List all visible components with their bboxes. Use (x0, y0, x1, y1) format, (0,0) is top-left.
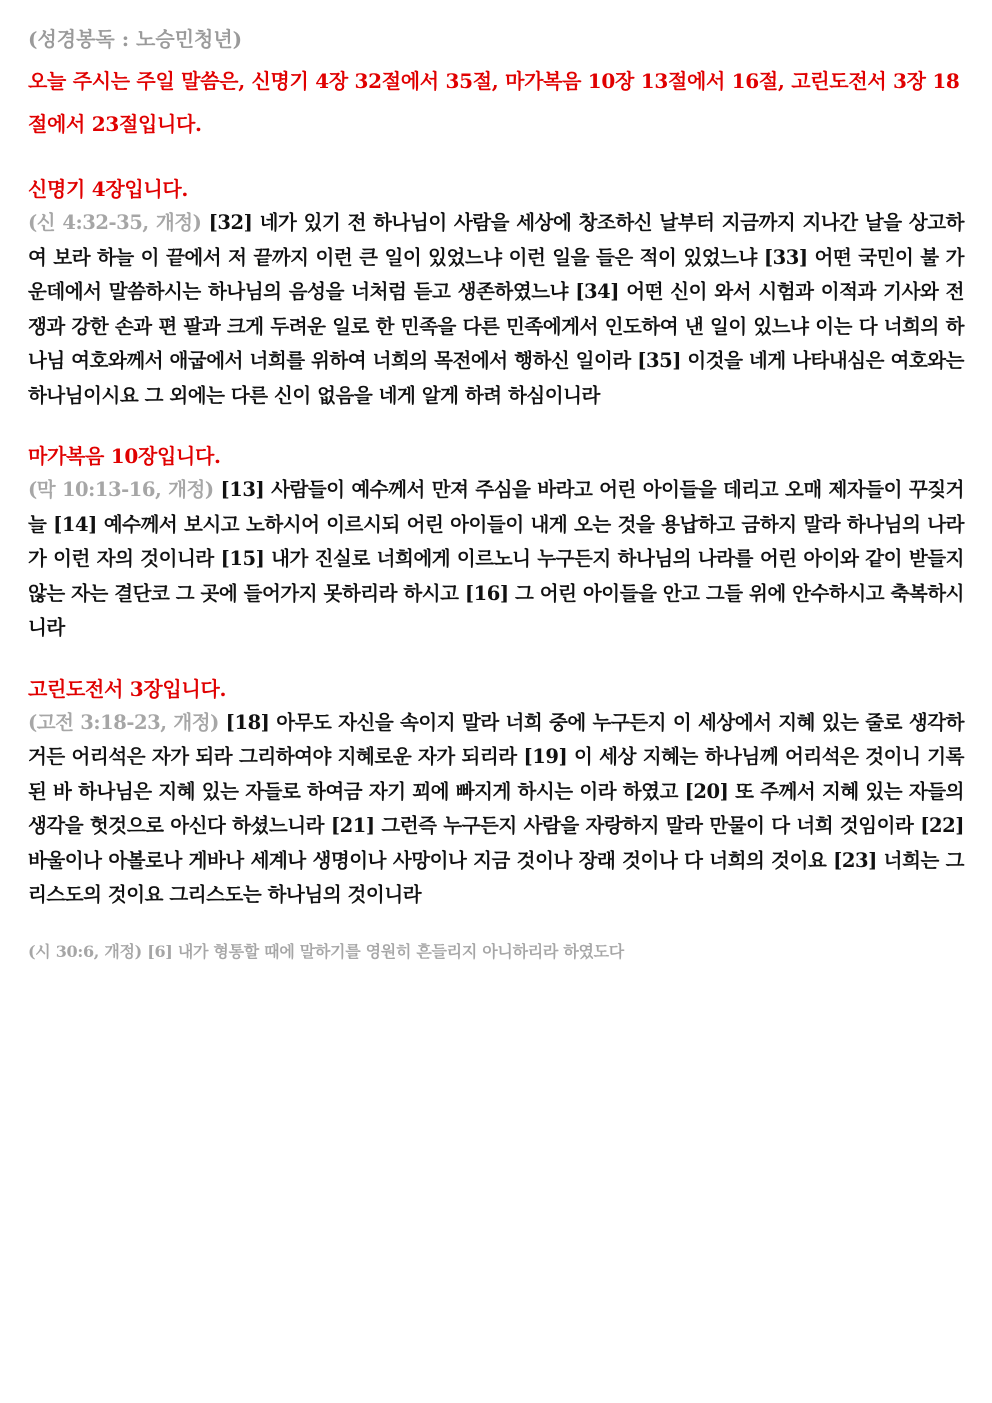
passage-text (28, 206, 964, 413)
section-1-corinthians (28, 672, 964, 913)
bulletin-page (28, 22, 964, 981)
footer-verse: (시 30:6, 개정) [6] 내가 형통할 때에 말하기를 영원히 흔들리지 아니하리라 하였도다 (28, 941, 624, 961)
verse-body: [18] 아무도 자신을 속이지 말라 너희 중에 누구든지 이 세상에서 지혜 있는 줄로 생각하거든 어리석은 자가 되라 그리하여야 지혜로운 자가 되리라 [19] 이 세상 지혜는 하나님께 어리석은 것이니 기록된 바 하나님은 지혜 있는 자들로 하여금 자기 꾀에 빠지게 하시는 이라 하였고 [20] 또 주께서 지혜 있는 자들의 생각을 헛것으로 아신다 하셨느니라 [21] 그런즉 누구든지 사람을 자랑하지 말라 만물이 다 너희 것임이라 [22] 바울이나 아볼로나 게바나 세계나 생명이나 사망이나 지금 것이나 장래 것이나 다 너희의 것이요 [23] 너희는 그리스도의 것이요 그리스도는 하나님의 것이니라 (28, 710, 964, 906)
section-title: 고린도전서 3장입니다. (28, 676, 227, 701)
section-title: 마가복음 10장입니다. (28, 444, 221, 468)
reading-intro: 오늘 주시는 주일 말씀은, 신명기 4장 32절에서 35절, 마가복음 10장 13절에서 16절, 고린도전서 3장 18절에서 23절입니다. (28, 69, 960, 136)
verse-reference: (신 4:32-35, 개정) (28, 211, 202, 234)
section-deuteronomy (28, 172, 964, 413)
section-title: 신명기 4장입니다. (28, 177, 189, 201)
verse-reference: (막 10:13-16, 개정) (28, 478, 214, 501)
reader-line: (성경봉독 : 노승민청년) (28, 27, 243, 51)
verse-body: [13] 사람들이 예수께서 만져 주심을 바라고 어린 아이들을 데리고 오매 제자들이 꾸짖거늘 [14] 예수께서 보시고 노하시어 이르시되 어린 아이들이 내게 오는 것을 용납하고 금하지 말라 하나님의 나라가 이런 자의 것이니라 [15] 내가 진실로 너희에게 이르노니 누구든지 하나님의 나라를 어린 아이와 같이 받들지 않는 자는 결단코 그 곳에 들어가지 못하리라 하시고 [16] 그 어린 아이들을 안고 그들 위에 안수하시고 축복하시니라 (28, 478, 964, 639)
passage-text (28, 473, 964, 646)
verse-body: [32] 네가 있기 전 하나님이 사람을 세상에 창조하신 날부터 지금까지 지나간 날을 상고하여 보라 하늘 이 끝에서 저 끝까지 이런 큰 일이 있었느냐 이런 일을 들은 적이 있었느냐 [33] 어떤 국민이 불 가운데에서 말씀하시는 하나님의 음성을 너처럼 듣고 생존하였느냐 [34] 어떤 신이 와서 시험과 이적과 기사와 전쟁과 강한 손과 편 팔과 크게 두려운 일로 한 민족을 다른 민족에게서 인도하여 낸 일이 있느냐 이는 다 너희의 하나님 여호와께서 애굽에서 너희를 위하여 너희의 목전에서 행하신 일이라 [35] 이것을 네게 나타내심은 여호와는 하나님이시요 그 외에는 다른 신이 없음을 네게 알게 하려 하심이니라 (28, 211, 964, 407)
section-mark (28, 439, 964, 646)
verse-reference: (고전 3:18-23, 개정) (28, 710, 219, 734)
passage-text (28, 706, 964, 913)
